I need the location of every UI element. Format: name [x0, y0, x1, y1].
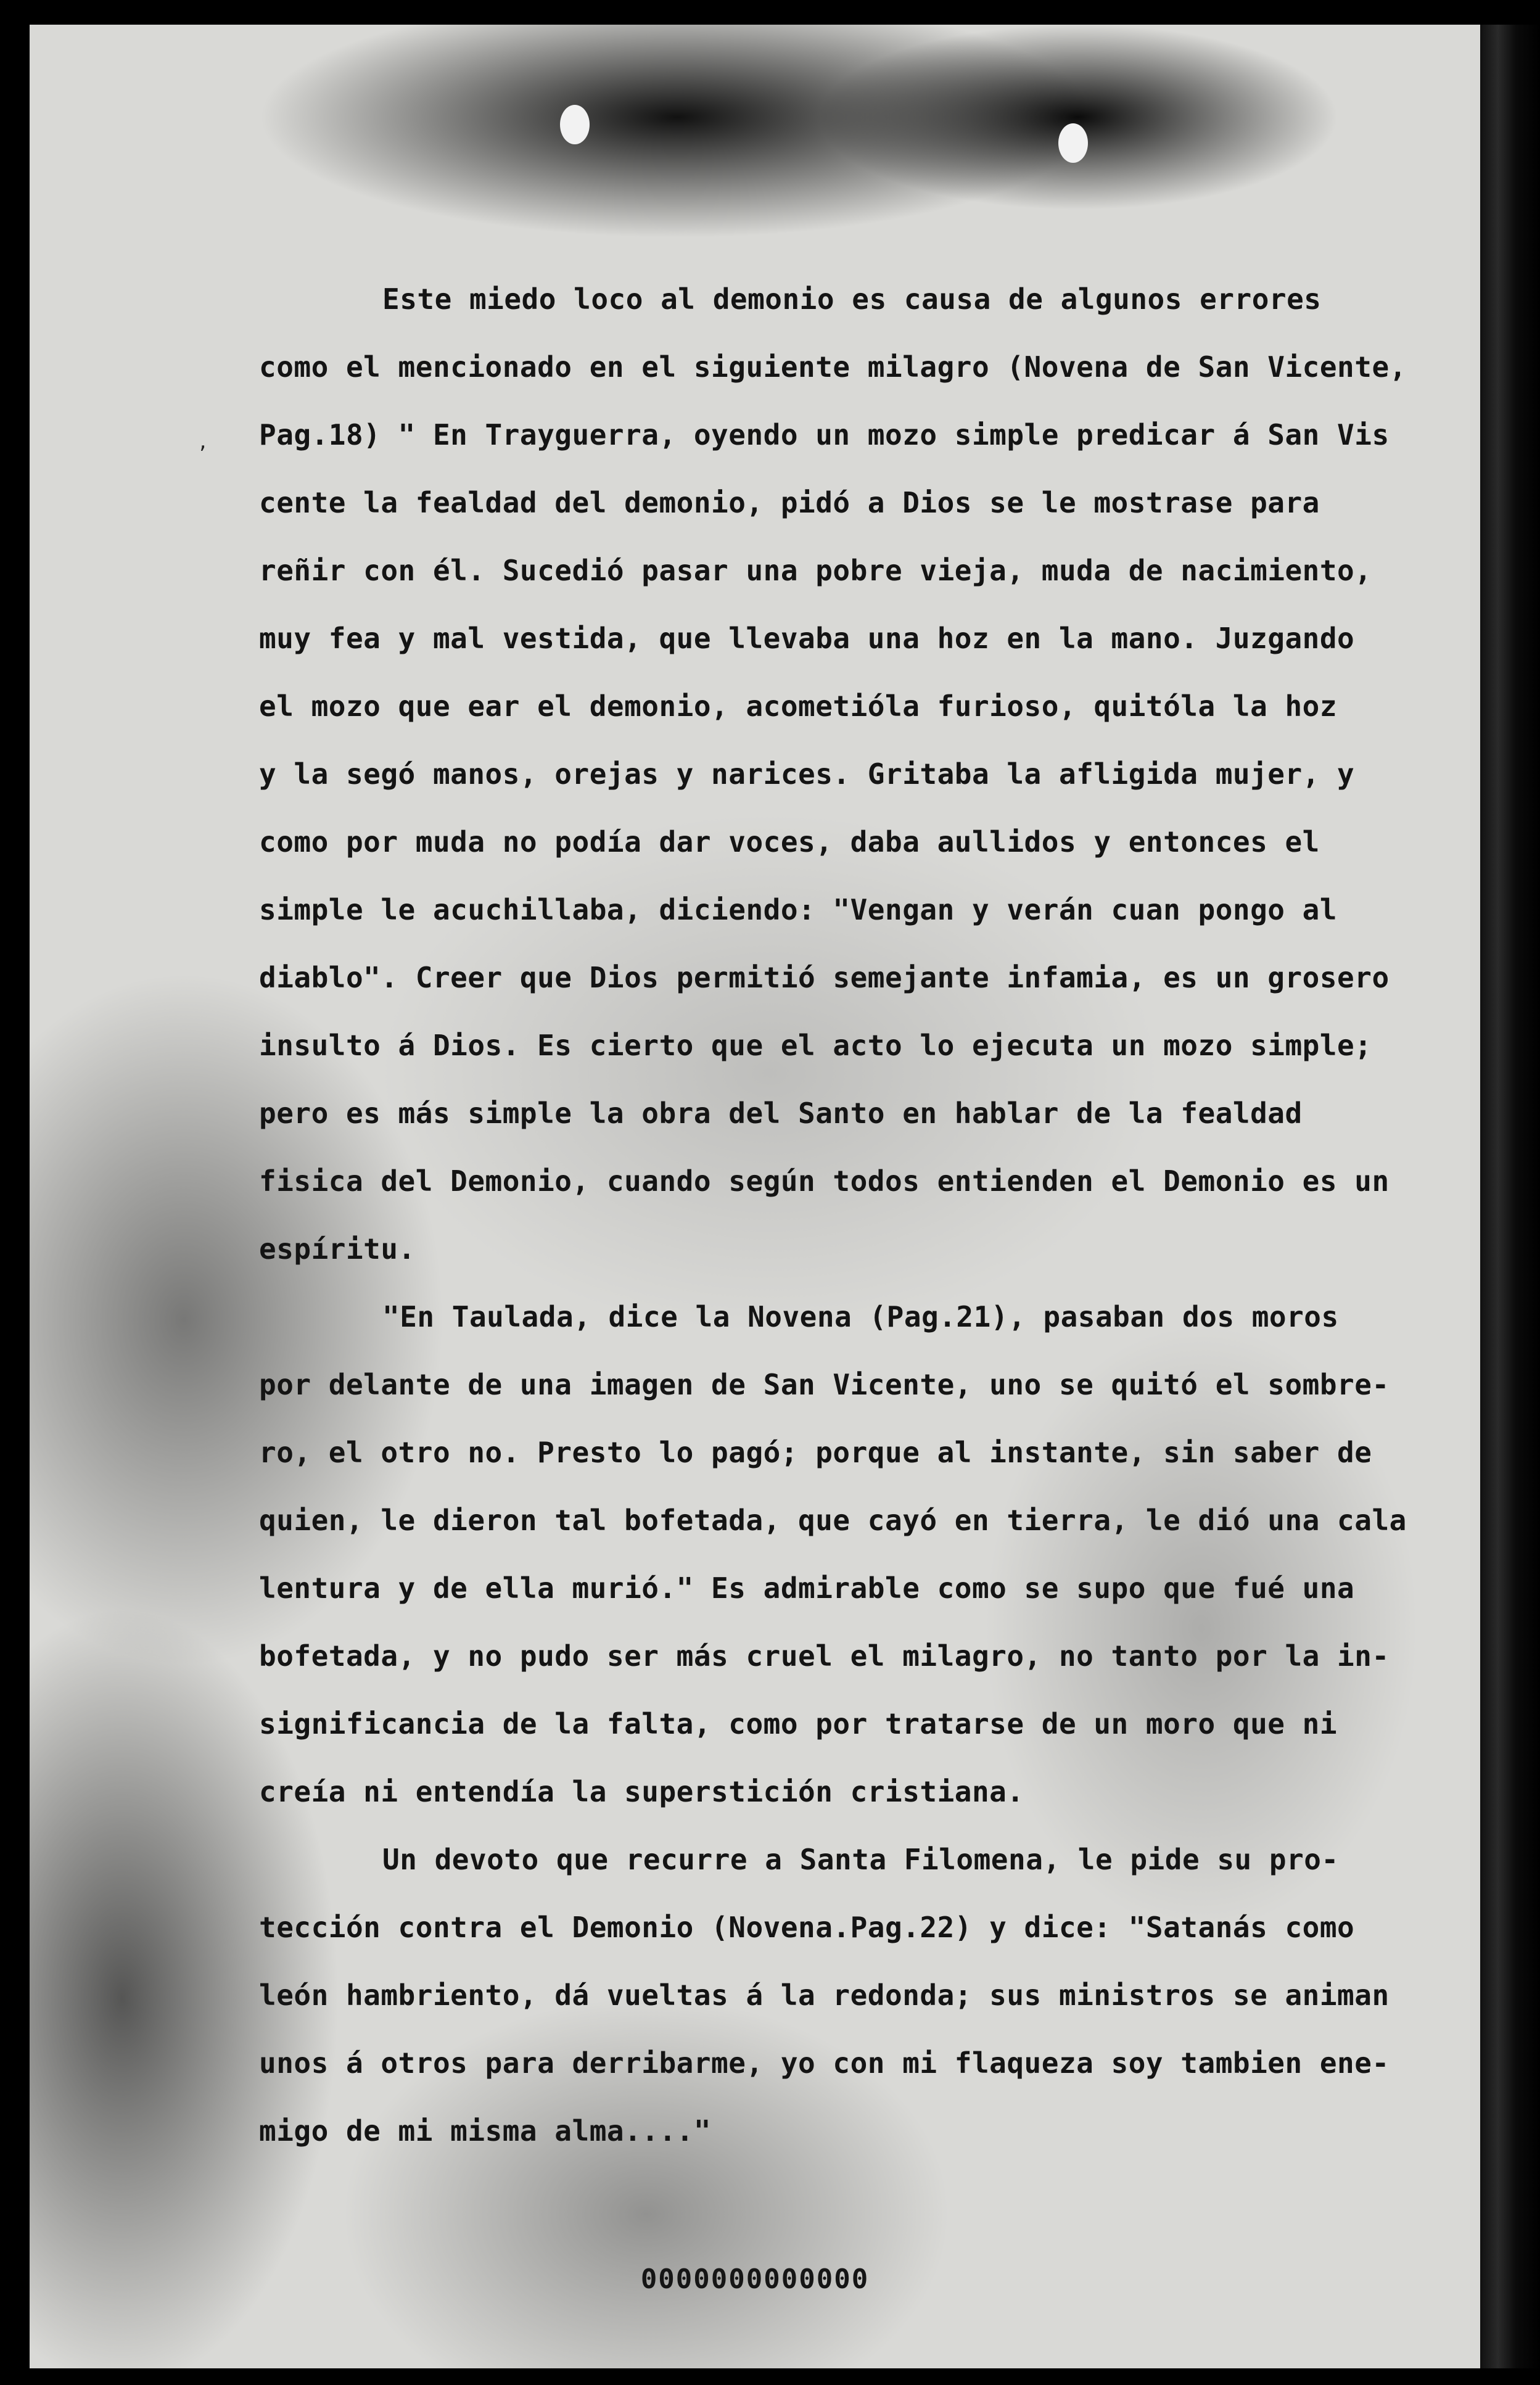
text-line: lentura y de ella murió." Es admirable como se supo que fué una [259, 1571, 1355, 1605]
punch-hole [560, 105, 590, 144]
text-line: creía ni entendía la superstición cristiana. [259, 1775, 1024, 1808]
text-line: como por muda no podía dar voces, daba aullidos y entonces el [259, 825, 1320, 859]
text-line: significancia de la falta, como por tratarse de un moro que ni [259, 1707, 1338, 1740]
text-line: ro, el otro no. Presto lo pagó; porque al instante, sin saber de [259, 1436, 1372, 1469]
text-line: reñir con él. Sucedió pasar una pobre vieja, muda de nacimiento, [259, 554, 1372, 587]
text-line: y la segó manos, orejas y narices. Gritaba la afligida mujer, y [259, 757, 1355, 791]
text-line: quien, le dieron tal bofetada, que cayó en tierra, le dió una cala [259, 1504, 1407, 1537]
text-line: cente la fealdad del demonio, pidó a Dios se le mostrase para [259, 486, 1320, 519]
text-line: bofetada, y no pudo ser más cruel el milagro, no tanto por la in- [259, 1639, 1390, 1673]
margin-mark: , [197, 432, 209, 453]
text-line: simple le acuchillaba, diciendo: "Vengan y verán cuan pongo al [259, 893, 1338, 926]
text-line: muy fea y mal vestida, que llevaba una hoz en la mano. Juzgando [259, 622, 1355, 655]
text-line: pero es más simple la obra del Santo en hablar de la fealdad [259, 1097, 1303, 1130]
text-line: Este miedo loco al demonio es causa de algunos errores [382, 282, 1322, 316]
text-line: Pag.18) " En Trayguerra, oyendo un mozo simple predicar á San Vis [259, 418, 1390, 451]
punch-hole [1058, 123, 1088, 163]
text-line: insulto á Dios. Es cierto que el acto lo ejecuta un mozo simple; [259, 1029, 1372, 1062]
page-edge-shadow [1480, 25, 1540, 2368]
text-line: Un devoto que recurre a Santa Filomena, le pide su pro- [382, 1843, 1339, 1876]
text-line: león hambriento, dá vueltas á la redonda; sus ministros se animan [259, 1979, 1390, 2012]
text-line: migo de mi misma alma...." [259, 2114, 712, 2148]
text-line: unos á otros para derribarme, yo con mi flaqueza soy tambien ene- [259, 2046, 1390, 2080]
text-line: diablo". Creer que Dios permitió semejante infamia, es un grosero [259, 961, 1390, 994]
text-line: "En Taulada, dice la Novena (Pag.21), pasaban dos moros [382, 1300, 1339, 1333]
document-body [259, 265, 1443, 2165]
text-line: fisica del Demonio, cuando según todos entienden el Demonio es un [259, 1164, 1390, 1198]
footer-mark: 0000000000000 [640, 2263, 870, 2295]
text-line: espíritu. [259, 1232, 416, 1266]
text-line: como el mencionado en el siguiente milagro (Novena de San Vicente, [259, 350, 1407, 384]
text-line: por delante de una imagen de San Vicente, uno se quitó el sombre- [259, 1368, 1390, 1401]
text-line: tección contra el Demonio (Novena.Pag.22) y dice: "Satanás como [259, 1911, 1355, 1944]
text-line: el mozo que ear el demonio, acometióla furioso, quitóla la hoz [259, 690, 1338, 723]
